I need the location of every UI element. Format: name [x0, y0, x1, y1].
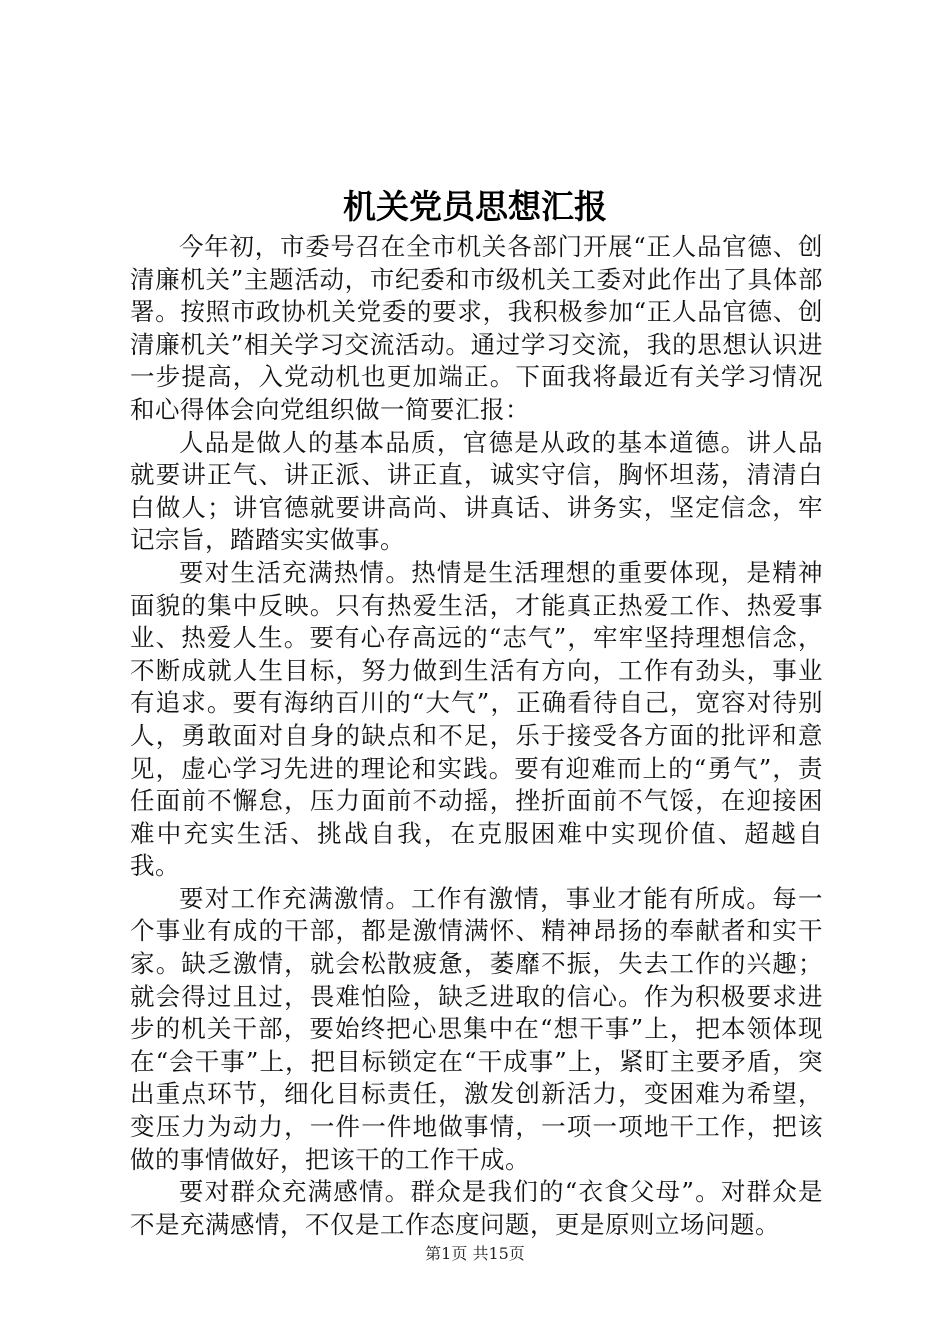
document-title: 机关党员思想汇报	[343, 187, 607, 226]
paragraph: 今年初，市委号召在全市机关各部门开展“正人品官德、创清廉机关”主题活动，市纪委和市级机关工委对此作出了具体部署。按照市政协机关党委的要求，我积极参加“正人品官德、创清廉机关”相关学习交流活动。通过学习交流，我的思想认识进一步提高，入党动机也更加端正。下面我将最近有关学习情况和心得体会向党组织做一简要汇报：	[130, 232, 823, 424]
paragraph: 要对工作充满激情。工作有激情，事业才能有所成。每一个事业有成的干部，都是激情满怀、精神昂扬的奉献者和实干家。缺乏激情，就会松散疲惫，萎靡不振，失去工作的兴趣；就会得过且过，畏难怕险，缺乏进取的信心。作为积极要求进步的机关干部，要始终把心思集中在“想干事”上，把本领体现在“会干事”上，把目标锁定在“干成事”上，紧盯主要矛盾，突出重点环节，细化目标责任，激发创新活力，变困难为希望，变压力为动力，一件一件地做事情，一项一项地干工作，把该做的事情做好，把该干的工作干成。	[130, 883, 823, 1174]
paragraph: 人品是做人的基本品质，官德是从政的基本道德。讲人品就要讲正气、讲正派、讲正直，诚实守信，胸怀坦荡，清清白白做人；讲官德就要讲高尚、讲真话、讲务实，坚定信念，牢记宗旨，踏踏实实做事。	[130, 427, 823, 555]
document-body	[130, 231, 823, 1241]
paragraph: 要对生活充满热情。热情是生活理想的重要体现，是精神面貌的集中反映。只有热爱生活，才能真正热爱工作、热爱事业、热爱人生。要有心存高远的“志气”，牢牢坚持理想信念，不断成就人生目标，努力做到生活有方向，工作有劲头，事业有追求。要有海纳百川的“大气”，正确看待自己，宽容对待别人，勇敢面对自身的缺点和不足，乐于接受各方面的批评和意见，虚心学习先进的理论和实践。要有迎难而上的“勇气”，责任面前不懈怠，压力面前不动摇，挫折面前不气馁，在迎接困难中充实生活、挑战自我，在克服困难中实现价值、超越自我。	[130, 557, 823, 881]
paragraph: 要对群众充满感情。群众是我们的“衣食父母”。对群众是不是充满感情，不仅是工作态度问题，更是原则立场问题。	[130, 1177, 823, 1239]
page-number-footer: 第1页 共15页	[425, 1244, 525, 1263]
